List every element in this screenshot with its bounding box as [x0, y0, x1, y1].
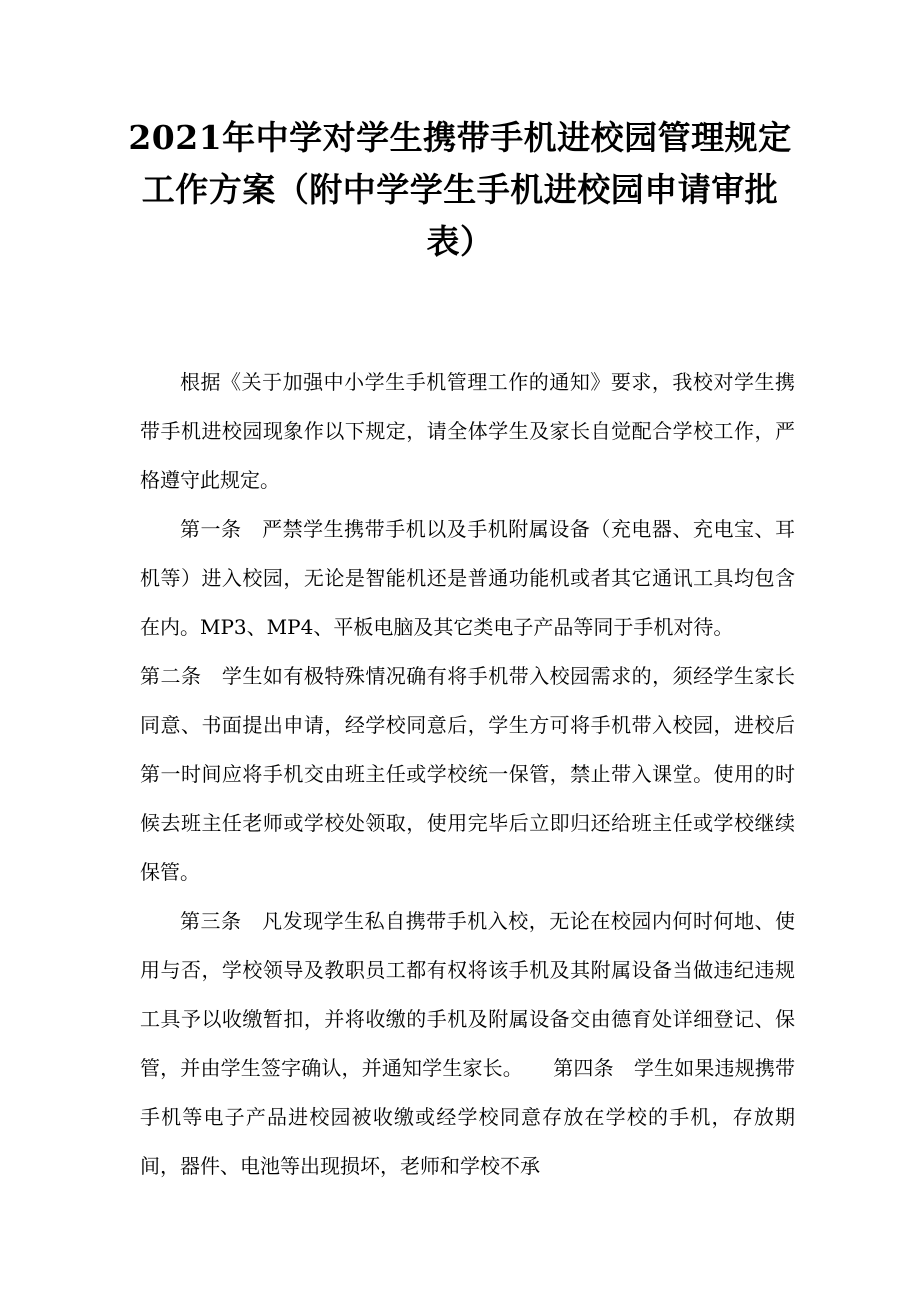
paragraph-article-2: 第二条 学生如有极特殊情况确有将手机带入校园需求的，须经学生家长同意、书面提出申请，经学校同意后，学生方可将手机带入校园，进校后第一时间应将手机交由班主任或学校统一保管，禁止带入课堂。使用的时候去班主任老师或学校处领取，使用完毕后立即归还给班主任或学校继续保管。	[140, 664, 795, 884]
document-title: 2021年中学对学生携带手机进校园管理规定工作方案（附中学学生手机进校园申请审批表）	[128, 118, 792, 261]
paragraph-article-1: 第一条 严禁学生携带手机以及手机附属设备（充电器、充电宝、耳机等）进入校园，无论是智能机还是普通功能机或者其它通讯工具均包含在内。MP3、MP4、平板电脑及其它类电子产品等同于手机对待。	[140, 517, 795, 639]
document-body	[140, 358, 795, 1191]
paragraph-intro: 根据《关于加强中小学生手机管理工作的通知》要求，我校对学生携带手机进校园现象作以下规定，请全体学生及家长自觉配合学校工作，严格遵守此规定。	[140, 370, 795, 492]
paragraph-article-3-4: 第三条 凡发现学生私自携带手机入校，无论在校园内何时何地、使用与否，学校领导及教职员工都有权将该手机及其附属设备当做违纪违规工具予以收缴暂扣，并将收缴的手机及附属设备交由德育处详细登记、保管，并由学生签字确认，并通知学生家长。 第四条 学生如果违规携带手机等电子产品进校园被收缴或经学校同意存放在学校的手机，存放期间，器件、电池等出现损坏，老师和学校不承	[140, 909, 795, 1178]
